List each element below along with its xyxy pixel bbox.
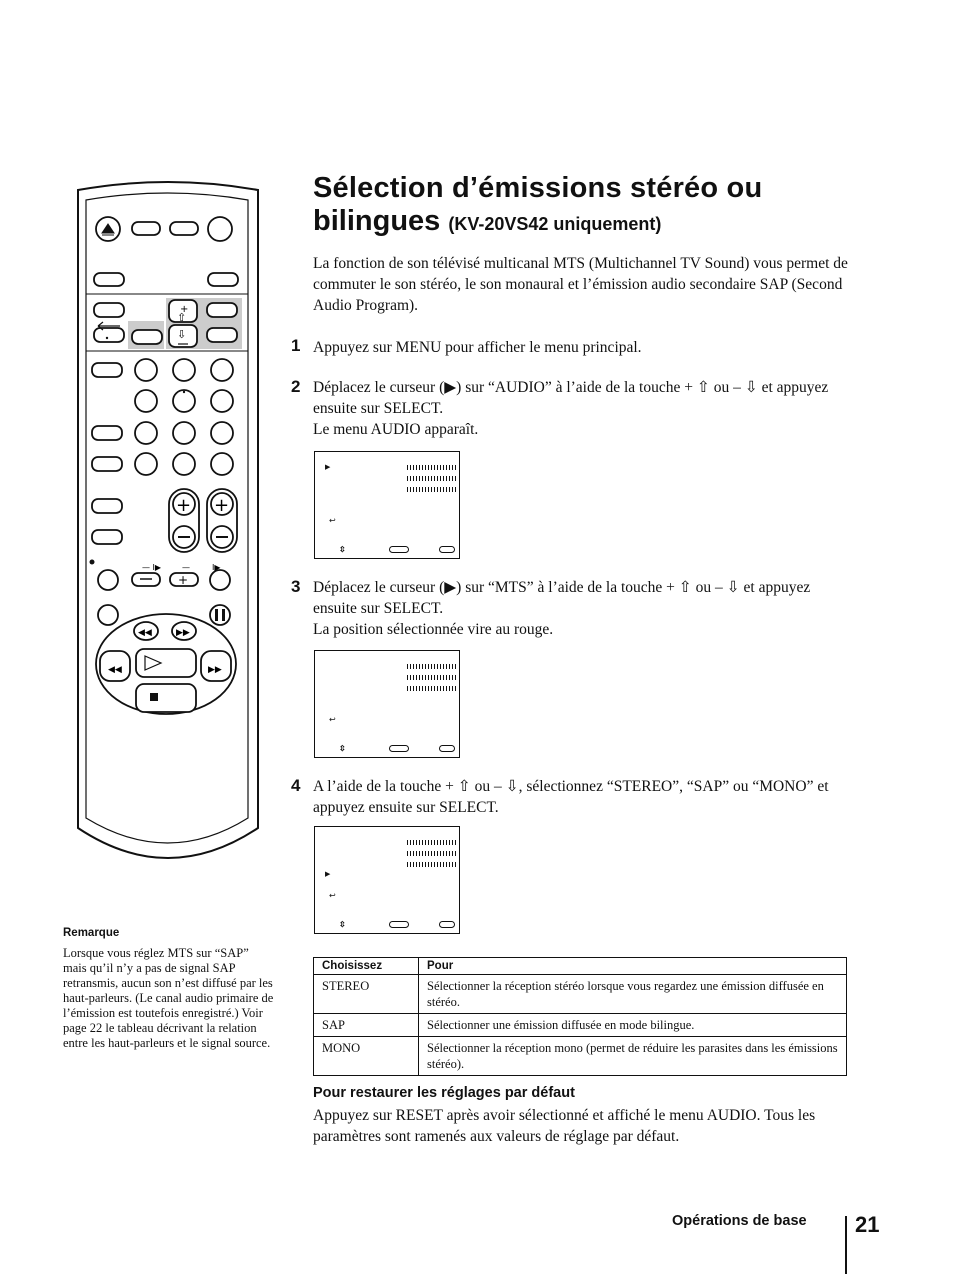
column-header: Pour — [419, 958, 847, 975]
note-heading: Remarque — [63, 927, 120, 939]
select-icon: ⇳ — [339, 744, 346, 753]
page-title-line2 — [313, 205, 661, 238]
select-icon: ⇳ — [339, 920, 346, 929]
remote-control-illustration — [72, 178, 264, 870]
options-table — [313, 957, 847, 1076]
pause-icon — [215, 609, 218, 621]
page-number: 21 — [855, 1212, 880, 1237]
table-cell: MONO — [314, 1037, 419, 1076]
svg-text:—: — — [182, 563, 190, 572]
return-icon: ↩ — [329, 516, 336, 525]
svg-text:◀◀: ◀◀ — [108, 665, 122, 675]
svg-text:+: + — [180, 304, 189, 315]
table-cell: Sélectionner la réception stéréo lorsque vous regardez une émission diffusée en stéréo. — [419, 975, 847, 1014]
select-icon: ⇳ — [339, 545, 346, 554]
step-text: A l’aide de la touche + ⇧ ou – ⇩, sélectionnez “STEREO”, “SAP” ou “MONO” et appuyez ensuite sur SELECT. — [313, 778, 829, 816]
step-number: 3 — [291, 577, 301, 596]
tv-menu-screen — [314, 451, 460, 559]
restore-paragraph: Appuyez sur RESET après avoir sélectionné et affiché le menu AUDIO. Tous les paramètres sont ramenés aux valeurs de réglage par défaut. — [313, 1107, 816, 1145]
svg-text:I▶: I▶ — [212, 563, 221, 572]
step-text: Appuyez sur MENU pour afficher le menu principal. — [313, 339, 642, 356]
return-icon: ↩ — [329, 715, 336, 724]
pause-button — [210, 605, 230, 625]
svg-text:— I▶: — I▶ — [142, 563, 162, 572]
channel-down-icon: ⇩ — [177, 328, 187, 341]
step-result: Le menu AUDIO apparaît. — [313, 421, 479, 438]
footer-divider — [845, 1216, 847, 1274]
return-icon: ↩ — [329, 891, 336, 900]
table-header-row — [314, 958, 847, 975]
table-row — [314, 1014, 847, 1037]
channel-up-icon: ⇧ — [177, 311, 187, 324]
svg-text:+: + — [214, 495, 230, 516]
tv-menu-screen — [314, 650, 460, 758]
svg-text:+: + — [178, 573, 189, 587]
fast-forward-icon: ▶▶ — [176, 628, 190, 638]
table-row — [314, 975, 847, 1014]
step-number: 1 — [291, 336, 301, 355]
column-header: Choisissez — [314, 958, 419, 975]
page-title-main: bilingues — [313, 205, 441, 237]
step-text: Déplacez le curseur (▶) sur “AUDIO” à l’aide de la touche + ⇧ ou – ⇩ et appuyez ensuite sur SELECT. — [313, 379, 829, 417]
svg-text:▶▶: ▶▶ — [208, 665, 222, 675]
page-title-line1: Sélection d’émissions stéréo ou — [313, 172, 763, 204]
rewind-icon: ◀◀ — [138, 628, 152, 638]
restore-heading: Pour restaurer les réglages par défaut — [313, 1085, 575, 1101]
cursor-icon: ▶ — [325, 463, 331, 471]
table-row — [314, 1037, 847, 1076]
record-icon — [90, 560, 95, 565]
table-cell: STEREO — [314, 975, 419, 1014]
step-text: Déplacez le curseur (▶) sur “MTS” à l’aide de la touche + ⇧ ou – ⇩ et appuyez ensuite sur SELECT. — [313, 579, 811, 617]
step-block — [313, 577, 853, 640]
step-result: La position sélectionnée vire au rouge. — [313, 621, 554, 638]
svg-text:+: + — [176, 495, 192, 516]
cursor-icon: ▶ — [325, 870, 331, 878]
stop-icon — [150, 693, 158, 701]
note-paragraph: Lorsque vous réglez MTS sur “SAP” mais qu’il n’y a pas de signal SAP retransmis, aucun son n’est diffusé par les haut-parleurs. (Le canal audio primaire de l’émission est toutefois enregistré.) Voir page 22 le tableau décrivant la relation entre les haut-parleurs et le signal source. — [63, 946, 274, 1050]
step-block — [313, 377, 853, 440]
footer-section-name: Opérations de base — [672, 1213, 807, 1229]
table-cell: Sélectionner la réception mono (permet de réduire les parasites dans les émissions stéréo). — [419, 1037, 847, 1076]
step-number: 4 — [291, 776, 301, 795]
table-cell: Sélectionner une émission diffusée en mode bilingue. — [419, 1014, 847, 1037]
tv-menu-screen — [314, 826, 460, 934]
step-number: 2 — [291, 377, 301, 396]
table-cell: SAP — [314, 1014, 419, 1037]
page-title-subtitle: (KV-20VS42 uniquement) — [448, 214, 662, 234]
intro-paragraph: La fonction de son télévisé multicanal MTS (Multichannel TV Sound) vous permet de commuter le son stéréo, le son monaural et l’émission audio secondaire SAP (Second Audio Program). — [313, 255, 848, 314]
